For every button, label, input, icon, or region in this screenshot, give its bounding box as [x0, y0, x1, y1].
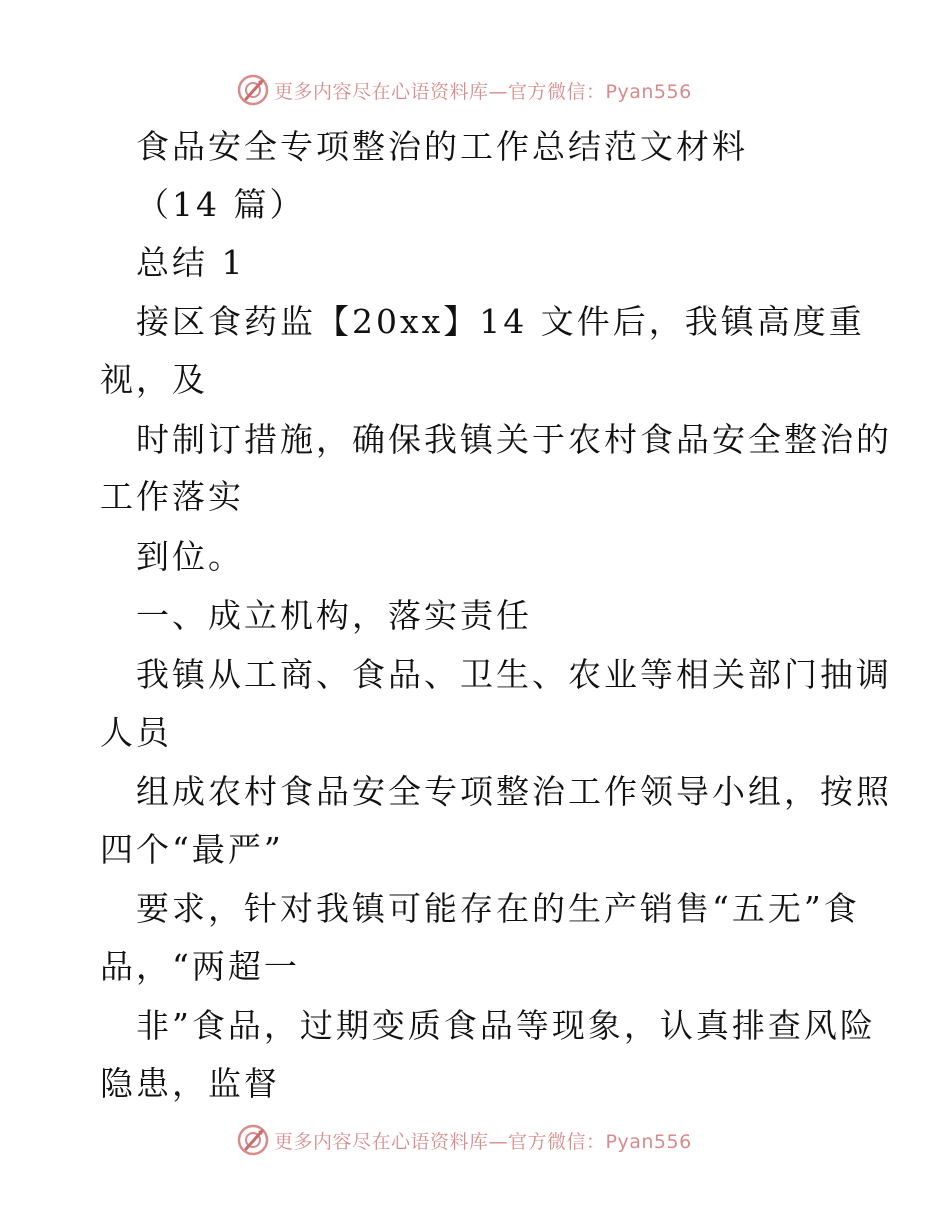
subheading: 一、成立机构，落实责任 [136, 596, 532, 635]
watermark-text: 更多内容尽在心语资料库—官方微信：Pyan556 [274, 80, 692, 103]
paragraph-line: 时制订措施，确保我镇关于农村食品安全整治的 [136, 420, 892, 459]
paragraph-line: 工作落实 [100, 477, 244, 516]
paragraph-line: 四个“最严” [100, 830, 284, 869]
paragraph-line: 品，“两超一 [100, 947, 300, 986]
logo-icon [236, 1123, 270, 1157]
section-heading: 总结 1 [136, 243, 246, 282]
document-title-count: （14 篇） [136, 185, 306, 224]
paragraph-line: 组成农村食品安全专项整治工作领导小组，按照 [136, 772, 892, 811]
paragraph-line: 接区食药监【20xx】14 文件后，我镇高度重 [136, 302, 865, 341]
document-title: 食品安全专项整治的工作总结范文材料 [136, 127, 748, 166]
paragraph-line: 视，及 [100, 360, 208, 399]
paragraph-line: 非”食品，过期变质食品等现象，认真排查风险 [136, 1006, 876, 1045]
watermark-header [236, 72, 692, 108]
paragraph-line: 隐患，监督 [100, 1064, 280, 1103]
paragraph-line: 到位。 [136, 537, 244, 576]
paragraph-line: 我镇从工商、食品、卫生、农业等相关部门抽调 [136, 655, 892, 694]
watermark-text: 更多内容尽在心语资料库—官方微信：Pyan556 [274, 1130, 692, 1153]
paragraph-line: 要求，针对我镇可能存在的生产销售“五无”食 [136, 889, 860, 928]
watermark-footer [236, 1122, 692, 1158]
paragraph-line: 人员 [100, 713, 172, 752]
logo-icon [236, 73, 270, 107]
